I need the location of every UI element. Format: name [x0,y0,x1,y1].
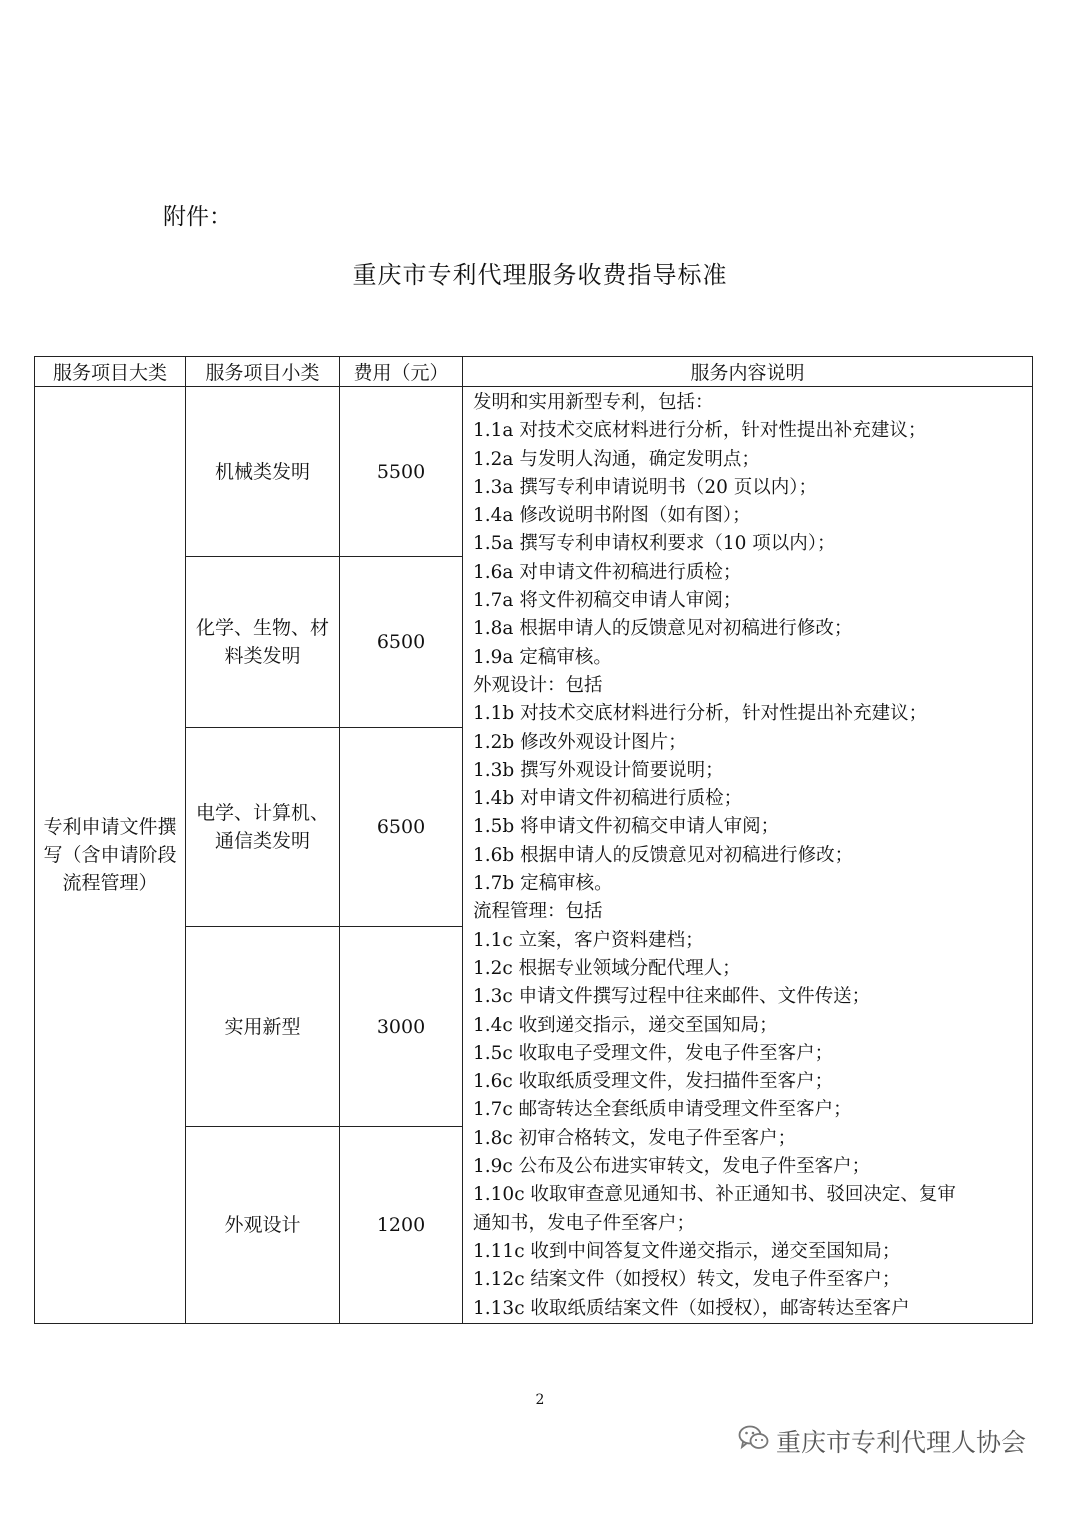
description-line: 1.12c 结案文件（如授权）转文，发电子件至客户； [473,1269,901,1291]
wechat-icon [738,1424,776,1458]
description-line: 1.3c 申请文件撰写过程中往来邮件、文件传送； [473,986,871,1008]
description-line: 1.8a 根据申请人的反馈意见对初稿进行修改； [473,618,853,640]
description-lines [473,389,1026,1323]
description-line: 1.4a 修改说明书附图（如有图）； [473,505,751,527]
watermark [738,1423,1026,1459]
description-line: 1.2a 与发明人沟通，确定发明点； [473,448,760,470]
description-line: 1.5b 将申请文件初稿交申请人审阅； [473,816,780,838]
description-line: 1.7a 将文件初稿交申请人审阅； [473,590,742,612]
page-number: 2 [535,1392,545,1408]
description-line: 1.11c 收到中间答复文件递交指示，递交至国知局； [473,1240,901,1262]
description-line: 1.7b 定稿审核。 [473,873,613,895]
attachment-label: 附件： [163,204,232,230]
column-header: 费用（元） [340,357,463,387]
page-title: 重庆市专利代理服务收费指导标准 [352,261,728,289]
description-line: 1.5a 撰写专利申请权利要求（10 项以内）； [473,533,836,555]
table-header-row [35,357,1033,387]
fee-cell: 1200 [340,1126,463,1323]
fee-cell: 6500 [340,557,463,728]
description-line: 1.3b 撰写外观设计简要说明； [473,759,724,781]
minor-category-cell: 电学、计算机、通信类发明 [186,728,340,927]
description-line: 1.1a 对技术交底材料进行分析，针对性提出补充建议； [473,420,927,442]
description-line: 1.1b 对技术交底材料进行分析，针对性提出补充建议； [473,703,928,725]
description-line: 1.10c 收取审查意见通知书、补正通知书、驳回决定、复审 [473,1184,956,1206]
description-line: 1.3a 撰写专利申请说明书（20 页以内）； [473,476,818,498]
description-line: 1.6a 对申请文件初稿进行质检； [473,561,742,583]
minor-category-cell: 化学、生物、材料类发明 [186,557,340,728]
description-cell [463,387,1033,1324]
description-line: 1.8c 初审合格转文，发电子件至客户； [473,1127,797,1149]
description-line: 1.5c 收取电子受理文件，发电子件至客户； [473,1042,834,1064]
fee-cell: 6500 [340,728,463,927]
description-line: 1.4b 对申请文件初稿进行质检； [473,788,743,810]
description-line: 1.1c 立案，客户资料建档； [473,929,704,951]
description-line: 外观设计：包括 [473,674,603,696]
watermark-text: 重庆市专利代理人协会 [776,1428,1027,1457]
table-row [35,387,1033,557]
description-line: 发明和实用新型专利，包括： [473,392,714,413]
fee-cell: 5500 [340,387,463,557]
column-header: 服务项目大类 [35,357,186,387]
minor-category-cell: 实用新型 [186,927,340,1126]
description-line: 1.4c 收到递交指示，递交至国知局； [473,1014,778,1036]
fee-table [34,356,1033,1324]
description-line: 1.6b 根据申请人的反馈意见对初稿进行修改； [473,844,854,866]
description-line: 流程管理：包括 [473,901,603,923]
major-category-cell: 专利申请文件撰写（含申请阶段流程管理） [35,387,186,1324]
description-line: 1.9c 公布及公布进实审转文，发电子件至客户； [473,1156,871,1178]
fee-cell: 3000 [340,927,463,1126]
description-line: 1.2c 根据专业领域分配代理人； [473,957,741,979]
column-header: 服务项目小类 [186,357,340,387]
description-line: 通知书，发电子件至客户； [473,1212,696,1234]
description-line: 1.7c 邮寄转达全套纸质申请受理文件至客户； [473,1099,852,1121]
minor-category-cell: 机械类发明 [186,387,340,557]
minor-category-cell: 外观设计 [186,1126,340,1323]
description-line: 1.6c 收取纸质受理文件，发扫描件至客户； [473,1071,834,1093]
column-header: 服务内容说明 [463,357,1033,387]
description-line: 1.9a 定稿审核。 [473,646,612,668]
description-line: 1.13c 收取纸质结案文件（如授权），邮寄转达至客户 [473,1297,910,1319]
description-line: 1.2b 修改外观设计图片； [473,731,687,753]
